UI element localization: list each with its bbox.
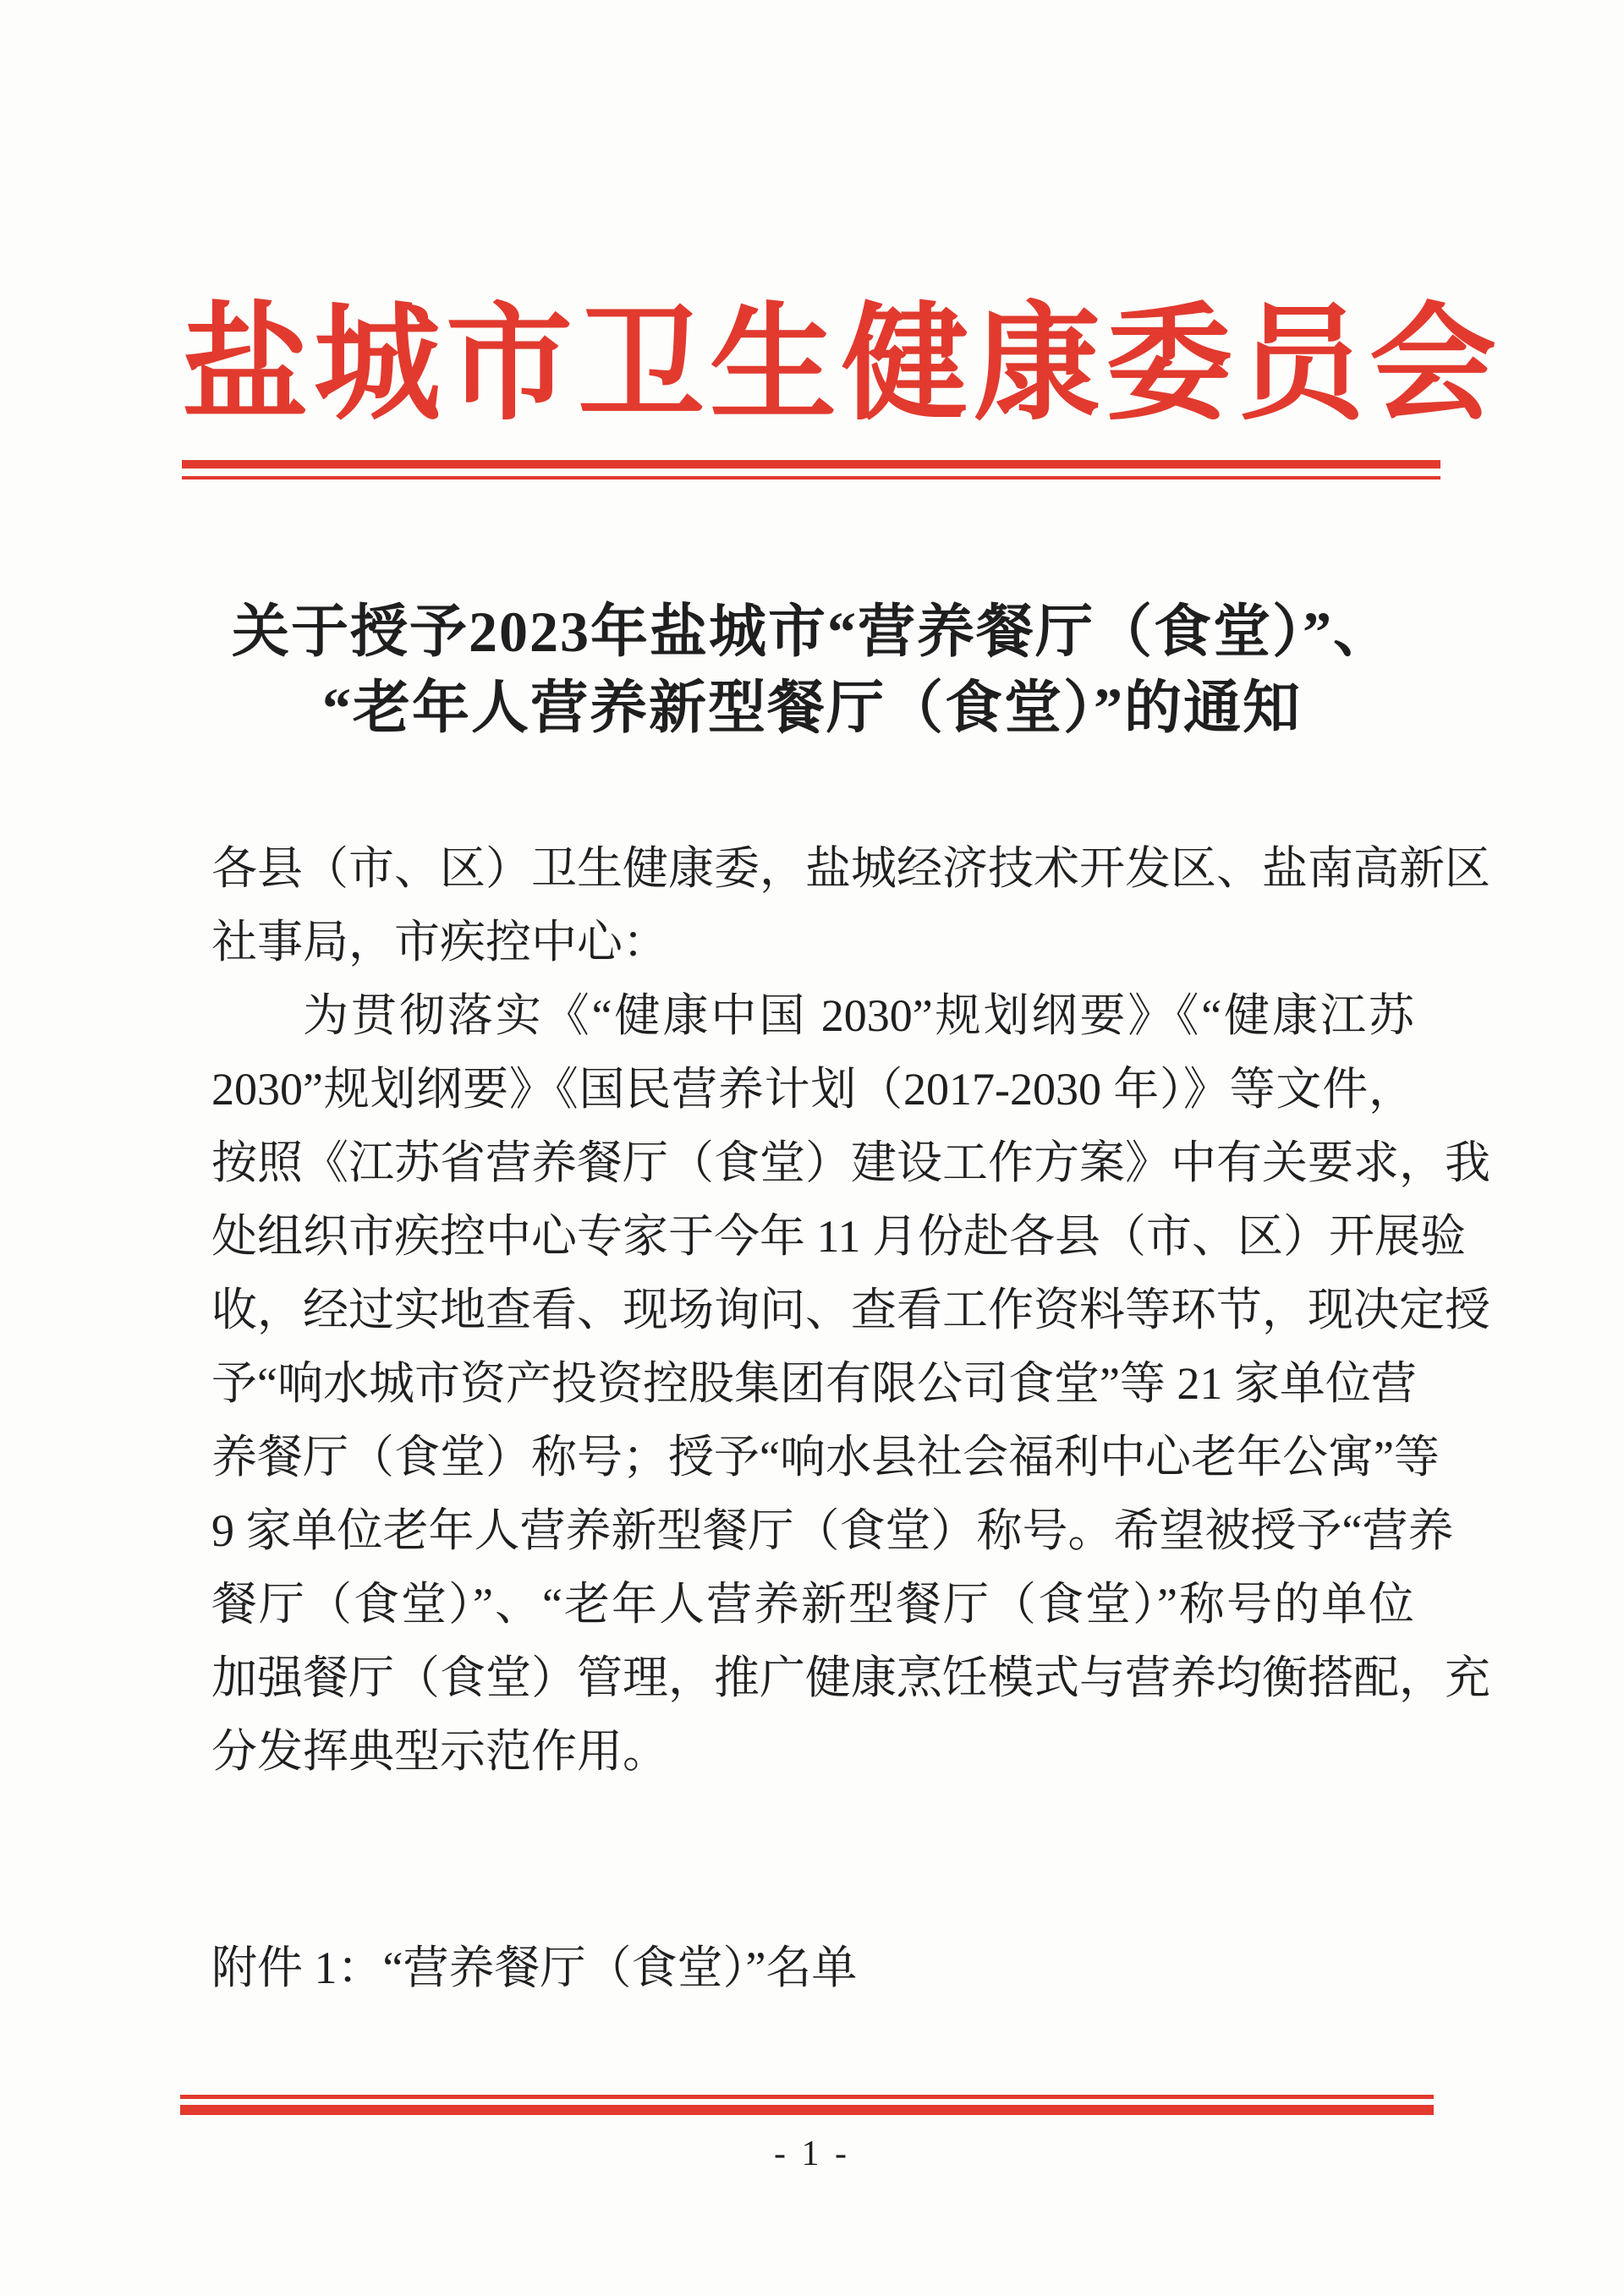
letterhead-divider [182,460,1440,479]
body-line: 收，经过实地查看、现场询问、查看工作资料等环节，现决定授 [211,1285,1490,1335]
body-line: 养餐厅（食堂）称号；授予“响水县社会福利中心老年公寓”等 [211,1432,1440,1482]
letterhead-divider-thin-line [182,476,1440,479]
body-line: 各县（市、区）卫生健康委，盐城经济技术开发区、盐南高新区 [211,843,1490,894]
document-title-line2: “老年人营养新型餐厅（食堂）”的通知 [321,676,1302,740]
body-line: 9 家单位老年人营养新型餐厅（食堂）称号。希望被授予“营养 [211,1505,1454,1556]
attachment-line: 附件 1：“营养餐厅（食堂）”名单 [211,1943,858,1993]
letterhead-divider-thick-line [182,460,1440,469]
body-line: 予“响水城市资产投资控股集团有限公司食堂”等 21 家单位营 [211,1358,1417,1409]
body-line: 处组织市疾控中心专家于今年 11 月份赴各县（市、区）开展验 [211,1211,1466,1262]
body-line: 为贯彻落实《“健康中国 2030”规划纲要》《“健康江苏 [303,990,1414,1041]
body-line: 分发挥典型示范作用。 [211,1726,668,1777]
footer-divider [180,2095,1434,2115]
body-line: 按照《江苏省营养餐厅（食堂）建设工作方案》中有关要求，我 [211,1137,1490,1188]
footer-divider-gap [180,2099,1434,2105]
document-title [182,594,1442,746]
footer-divider-thick-line [180,2105,1434,2115]
body-line: 餐厅（食堂）”、“老年人营养新型餐厅（食堂）”称号的单位 [211,1579,1414,1630]
document-title-line1: 关于授予2023年盐城市“营养餐厅（食堂）”、 [231,600,1392,664]
body-line: 2030”规划纲要》《国民营养计划（2017-2030 年）》等文件， [211,1064,1414,1115]
letterhead-divider-gap [182,469,1440,476]
body-line: 加强餐厅（食堂）管理，推广健康烹饪模式与营养均衡搭配，充 [211,1652,1490,1703]
body-line: 社事局，市疾控中心： [211,917,668,967]
letterhead-org-name: 盐城市卫生健康委员会 [182,295,1502,436]
page-number: - 1 - [774,2134,850,2173]
document-body [211,832,1490,1789]
